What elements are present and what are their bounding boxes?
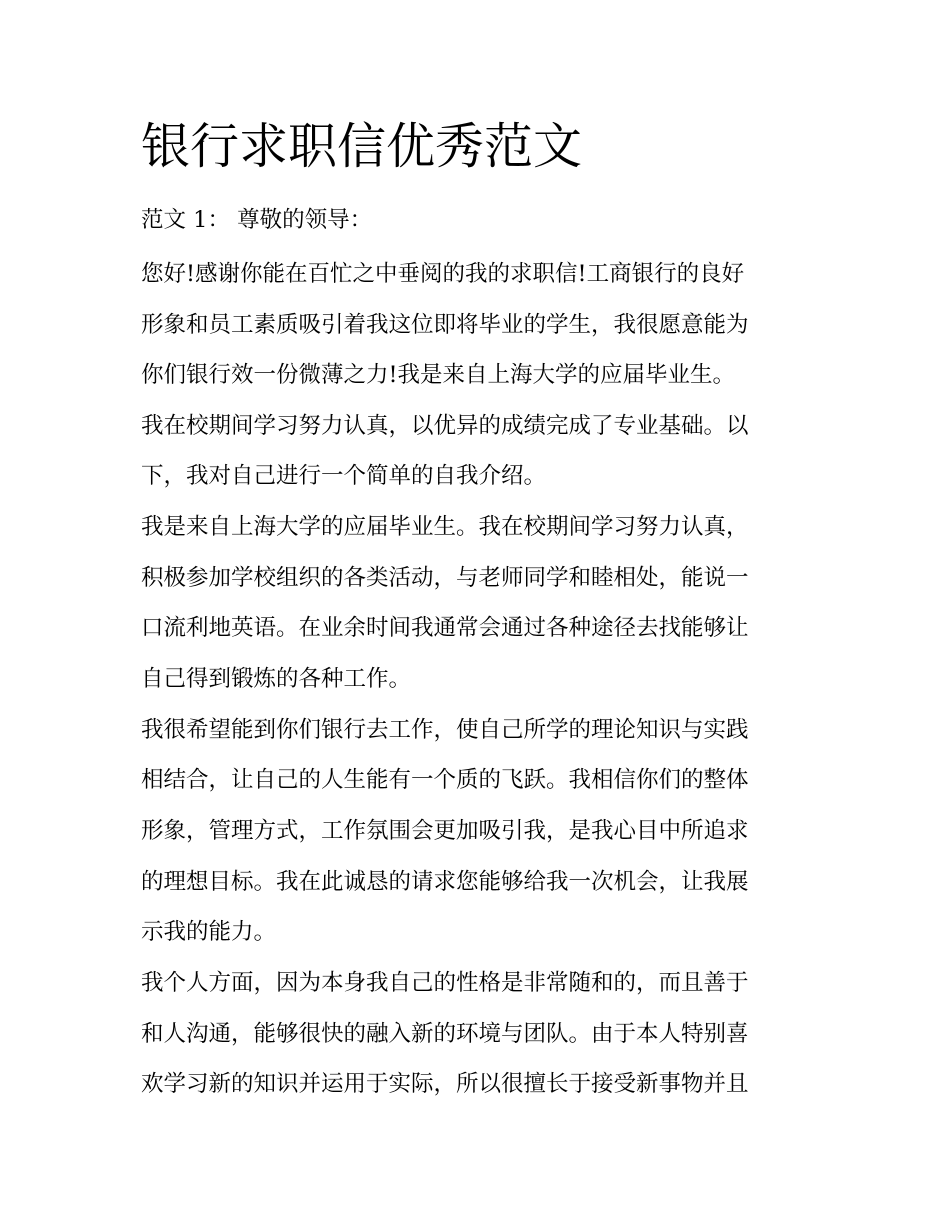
body-line: 您好!感谢你能在百忙之中垂阅的我的求职信!工商银行的良好 (141, 261, 745, 287)
body-line: 示我的能力。 (141, 919, 277, 945)
salutation-line: 范文 1： 尊敬的领导： (141, 207, 373, 233)
body-line: 我个人方面，因为本身我自己的性格是非常随和的，而且善于 (141, 970, 749, 996)
body-line: 口流利地英语。在业余时间我通常会通过各种途径去找能够让 (141, 615, 749, 641)
body-line: 积极参加学校组织的各类活动，与老师同学和睦相处，能说一 (141, 565, 749, 591)
body-line: 我是来自上海大学的应届毕业生。我在校期间学习努力认真， (141, 514, 749, 540)
body-line: 形象，管理方式，工作氛围会更加吸引我，是我心目中所追求 (141, 818, 749, 844)
body-line: 我很希望能到你们银行去工作，使自己所学的理论知识与实践 (141, 717, 749, 743)
body-line: 自己得到锻炼的各种工作。 (141, 666, 412, 692)
body-line: 欢学习新的知识并运用于实际，所以很擅长于接受新事物并且 (141, 1071, 749, 1097)
body-line: 我在校期间学习努力认真，以优异的成绩完成了专业基础。以 (141, 413, 749, 439)
body-line: 的理想目标。我在此诚恳的请求您能够给我一次机会，让我展 (141, 869, 749, 895)
document-title: 银行求职信优秀范文 (141, 118, 583, 175)
body-line: 形象和员工素质吸引着我这位即将毕业的学生，我很愿意能为 (141, 312, 749, 338)
body-line: 和人沟通，能够很快的融入新的环境与团队。由于本人特别喜 (141, 1021, 749, 1047)
body-line: 相结合，让自己的人生能有一个质的飞跃。我相信你们的整体 (141, 767, 749, 793)
body-line: 下，我对自己进行一个简单的自我介绍。 (141, 463, 547, 489)
body-line: 你们银行效一份微薄之力!我是来自上海大学的应届毕业生。 (141, 362, 736, 388)
